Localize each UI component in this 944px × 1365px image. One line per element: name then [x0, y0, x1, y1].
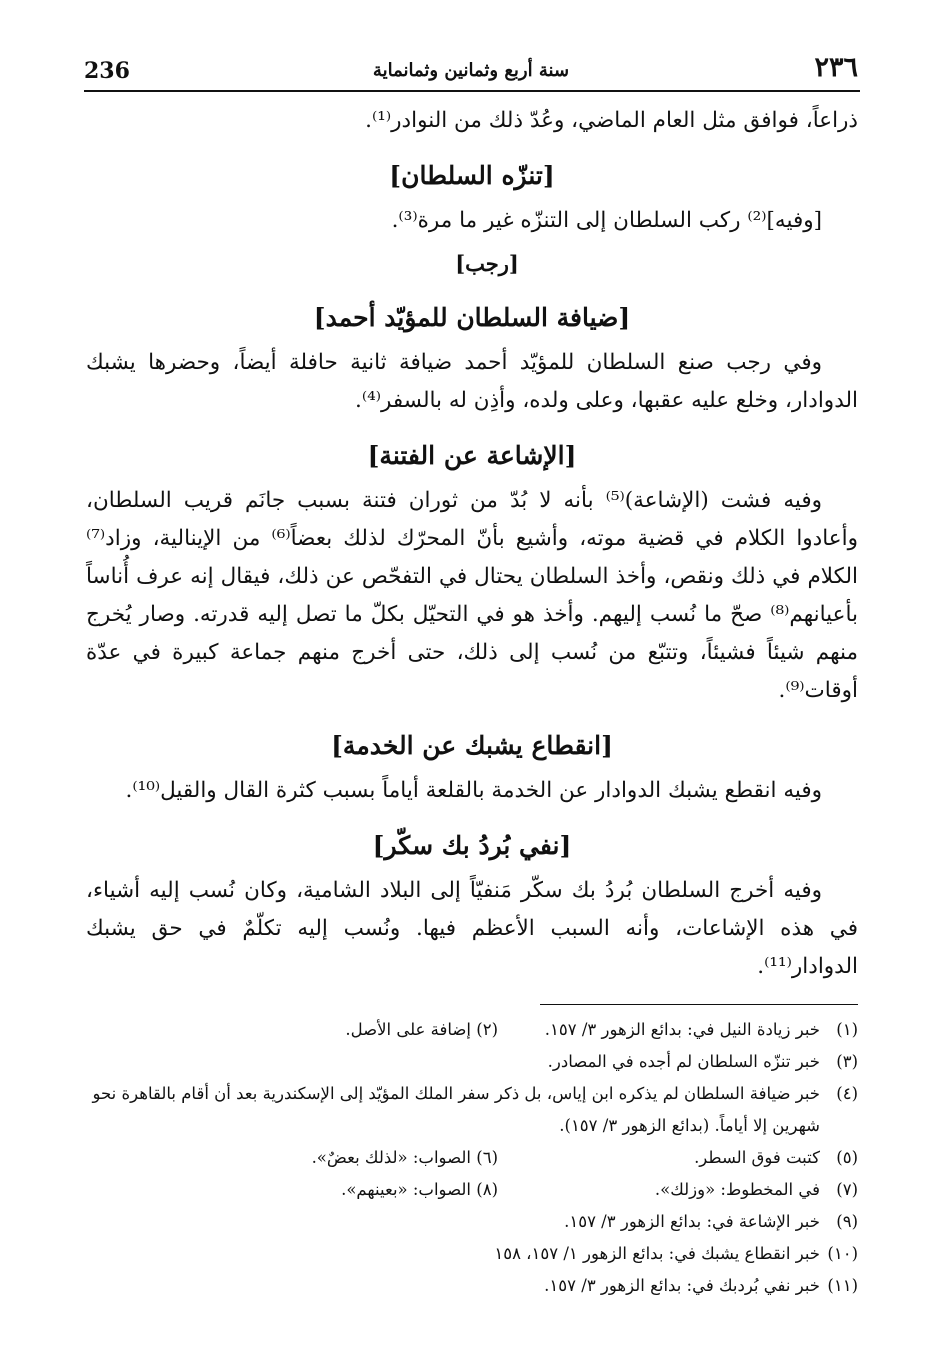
footnote-row	[86, 1078, 858, 1142]
footnote-number: (٧)	[836, 1180, 858, 1199]
footnote-row	[86, 1046, 858, 1078]
footnote-text: خبر الإشاعة في: بدائع الزهور ٣/ ١٥٧.	[564, 1212, 820, 1231]
footnote-row	[86, 1142, 858, 1174]
footnote-number: (٩)	[836, 1212, 858, 1231]
footnote-number: (١)	[836, 1020, 858, 1039]
page-number-latin: 236	[84, 58, 130, 84]
footnote-number: (٨)	[476, 1180, 498, 1199]
page-number-arabic: ٢٣٦	[814, 52, 858, 83]
footnote-text: خبر ضيافة السلطان لم يذكره ابن إياس، بل ذكر سفر الملك المؤيّد إلى الإسكندرية بعد أن أقام بالقاهرة نحو شهرين إلا أياماً. (بدائع الزهور ٣/ ١٥٧).	[92, 1084, 820, 1135]
footnote-text: كتبت فوق السطر.	[694, 1148, 820, 1167]
footnote-text: خبر انقطاع يشبك في: بدائع الزهور ١/ ١٥٧، ١٥٨	[494, 1244, 820, 1263]
heading-ishaa: [الإشاعة عن الفتنة]	[367, 441, 577, 470]
heading-inqitaa: [انقطاع يشبك عن الخدمة]	[331, 731, 613, 760]
footnote-row	[86, 1206, 858, 1238]
footnote-row	[86, 1014, 858, 1046]
page-header	[84, 52, 858, 92]
heading-tanazzuh: [تنزّه السلطان]	[389, 161, 555, 190]
footnote-number: (١٠)	[827, 1244, 858, 1263]
main-text	[86, 102, 858, 986]
footnote-text: إضافة على الأصل.	[345, 1020, 471, 1039]
paragraph-tanazzuh: [وفيه]⁽²⁾ ركب السلطان إلى التنزّه غير ما مرة⁽³⁾.	[391, 208, 822, 233]
heading-rajab: [رجب]	[455, 251, 519, 276]
running-title: سنة أربع وثمانين وثمانماية	[372, 60, 570, 81]
heading-nafy: [نفي بُردُ بك سكّر]	[372, 831, 572, 860]
footnote-row	[86, 1270, 858, 1302]
footnote-text: خبر تنزّه السلطان لم أجده في المصادر.	[547, 1052, 820, 1071]
footnote-text: خبر نفي بُردبك في: بدائع الزهور ٣/ ١٥٧.	[544, 1276, 820, 1295]
paragraph-nafy: وفيه أخرج السلطان بُردُ بك سكّر مَنفيّاً إلى البلاد الشامية، وكان نُسب إليه أشياء، في هذه الإشاعات، وأنه السبب الأعظم فيها. ونُسب إليه تكلّمٌ في حق يشبك الدوادار⁽¹¹⁾.	[86, 878, 858, 979]
footnote-number: (٥)	[836, 1148, 858, 1167]
footnote-row	[86, 1174, 858, 1206]
paragraph-ishaa: وفيه فشت (الإشاعة)⁽⁵⁾ بأنه لا بُدّ من ثوران فتنة بسبب جانَم قريب السلطان، وأعادوا الكلام في قضية موته، وأشيع بأنّ المحرّك لذلك بعضاً⁽⁶⁾ من الإينالية، وزاد⁽⁷⁾ الكلام في ذلك ونقص، وأخذ السلطان يحتال في التفحّص عن ذلك، فيقال إنه عرف أُناساً بأعيانهم⁽⁸⁾ صحّ ما نُسب إليهم. وأخذ هو في التحيّل بكلّ ما تصل إليه قدرته. وصار يُخرج منهم شيئاً فشيئاً، وتتبّع من نُسب إلى ذلك، حتى أخرج منهم جماعة كبيرة في عدّة أوقات⁽⁹⁾.	[86, 488, 858, 703]
opening-paragraph: ذراعاً، فوافق مثل العام الماضي، وعُدّ ذلك من النوادر⁽¹⁾.	[365, 108, 858, 133]
heading-diyafa: [ضيافة السلطان للمؤيّد أحمد]	[313, 303, 631, 332]
footnote-text: الصواب: «بعينهم».	[341, 1180, 471, 1199]
footnote-text: في المخطوط: «وزلك».	[654, 1180, 820, 1199]
footnote-separator	[540, 1004, 858, 1005]
footnote-number: (٣)	[836, 1052, 858, 1071]
paragraph-inqitaa: وفيه انقطع يشبك الدوادار عن الخدمة بالقلعة أياماً بسبب كثرة القال والقيل⁽¹⁰⁾.	[125, 778, 822, 803]
paragraph-diyafa: وفي رجب صنع السلطان للمؤيّد أحمد ضيافة ثانية حافلة أيضاً، وحضرها يشبك الدوادار، وخلع عليه عقبها، وعلى ولده، وأذِن له بالسفر⁽⁴⁾.	[86, 350, 858, 413]
footnote-text: الصواب: «لذلك بعضٌ».	[311, 1148, 471, 1167]
footnote-number: (٦)	[476, 1148, 498, 1167]
footnote-number: (٢)	[476, 1020, 498, 1039]
footnote-number: (١١)	[827, 1276, 858, 1295]
footnote-number: (٤)	[836, 1084, 858, 1103]
footnote-text: خبر زيادة النيل في: بدائع الزهور ٣/ ١٥٧.	[544, 1020, 820, 1039]
footnotes	[86, 1014, 858, 1302]
footnote-row	[86, 1238, 858, 1270]
header-rule	[84, 90, 860, 92]
